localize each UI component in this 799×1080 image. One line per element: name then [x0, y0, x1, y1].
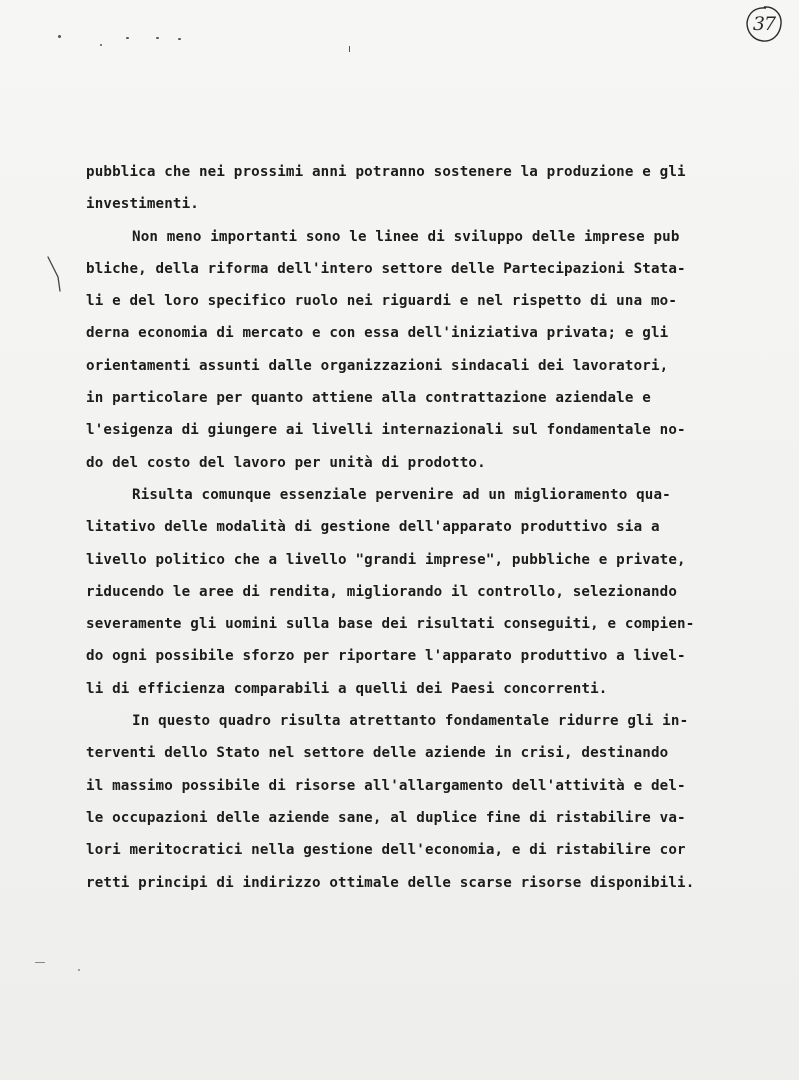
ink-speck	[156, 37, 159, 39]
ink-speck	[58, 35, 61, 38]
text-line: derna economia di mercato e con essa dell'iniziativa privata; e gli	[86, 325, 669, 342]
paragraph	[86, 156, 766, 221]
text-line: investimenti.	[86, 196, 199, 213]
page-number	[744, 4, 784, 44]
text-line: riducendo le aree di rendita, migliorando il controllo, selezionando	[86, 583, 678, 600]
text-line: pubblica che nei prossimi anni potranno sostenere la produzione e gli	[86, 164, 686, 180]
text-line: in particolare per quanto attiene alla contrattazione aziendale e	[86, 390, 651, 407]
text-line: l'esigenza di giungere ai livelli internazionali sul fondamentale no-	[86, 422, 686, 439]
text-line: le occupazioni delle aziende sane, al duplice fine di ristabilire va-	[86, 809, 686, 826]
ink-speck	[349, 46, 350, 52]
page-number-text: 37	[752, 13, 776, 35]
paragraph	[86, 479, 766, 705]
text-line: li e del loro specifico ruolo nei riguardi e nel rispetto di una mo-	[86, 293, 678, 310]
paragraph	[86, 705, 766, 899]
ink-speck	[100, 44, 102, 46]
text-line: do ogni possibile sforzo per riportare l'apparato produttivo a livel-	[86, 648, 686, 665]
ink-speck	[126, 37, 129, 39]
text-line: do del costo del lavoro per unità di prodotto.	[86, 454, 486, 471]
text-line: bliche, della riforma dell'intero settore delle Partecipazioni Stata-	[86, 260, 686, 277]
ink-speck	[178, 38, 181, 40]
text-line: orientamenti assunti dalle organizzazioni sindacali dei lavoratori,	[86, 357, 669, 374]
ink-speck	[35, 962, 45, 963]
text-line: retti principi di indirizzo ottimale delle scarse risorse disponibili.	[86, 874, 695, 891]
text-line: il massimo possibile di risorse all'allargamento dell'attività e del-	[86, 777, 686, 794]
margin-mark-icon	[46, 255, 66, 295]
text-line: Risulta comunque essenziale pervenire ad un miglioramento qua-	[132, 486, 671, 503]
text-line: livello politico che a livello "grandi imprese", pubbliche e private,	[86, 551, 686, 568]
paragraph	[86, 221, 766, 479]
text-line: Non meno importanti sono le linee di sviluppo delle imprese pub	[132, 228, 680, 245]
text-line: litativo delle modalità di gestione dell'apparato produttivo sia a	[86, 519, 660, 536]
text-line: lori meritocratici nella gestione dell'economia, e di ristabilire cor	[86, 842, 686, 859]
ink-speck	[78, 969, 80, 971]
document-body	[86, 156, 766, 899]
text-line: terventi dello Stato nel settore delle aziende in crisi, destinando	[86, 745, 669, 762]
text-line: severamente gli uomini sulla base dei risultati conseguiti, e compien-	[86, 616, 695, 633]
text-line: li di efficienza comparabili a quelli dei Paesi concorrenti.	[86, 680, 608, 697]
text-line: In questo quadro risulta atrettanto fondamentale ridurre gli in-	[132, 713, 689, 730]
